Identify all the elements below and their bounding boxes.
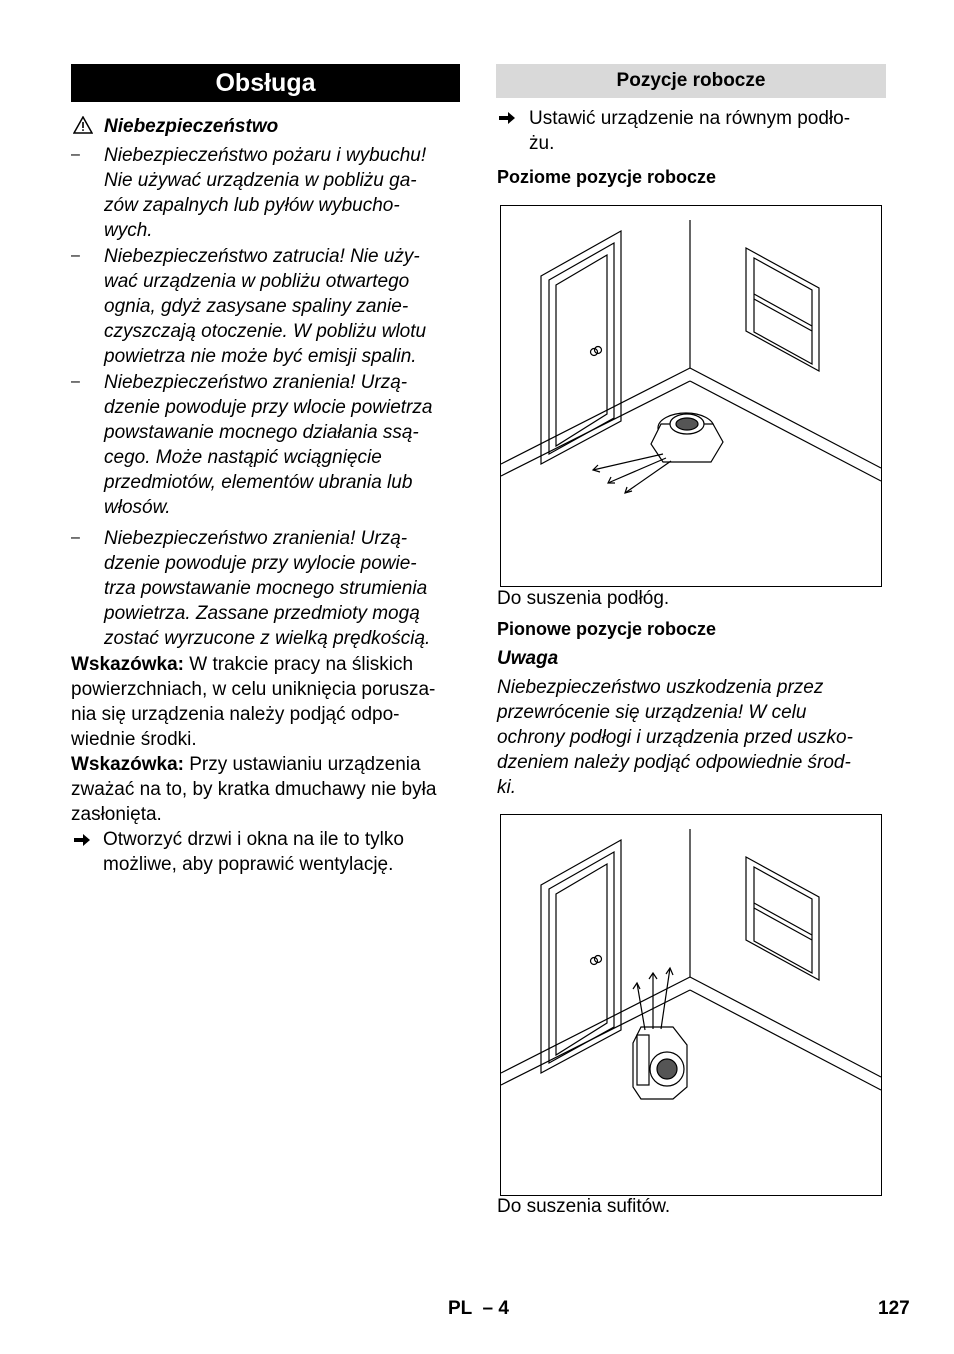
list-dash: – (71, 373, 80, 390)
room-illustration-vertical (501, 815, 881, 1195)
caution-title: Uwaga (497, 648, 559, 669)
caption-ceiling: Do suszenia sufitów. (497, 1196, 671, 1217)
figure-floor-drying (500, 205, 882, 587)
list-item-line: dzenie powoduje przy wylocie powie- (104, 553, 417, 574)
note-text: W trakcie pracy na śliskich (183, 654, 414, 675)
list-item-line: zów zapalnych lub pyłów wybucho- (104, 195, 400, 216)
subheading-vertical: Pionowe pozycje robocze (497, 619, 717, 639)
note-1 (71, 652, 413, 677)
list-item-line: wać urządzenia w pobliżu otwartego (104, 271, 410, 292)
warning-title: Niebezpieczeństwo (104, 116, 279, 137)
list-dash: – (71, 247, 80, 264)
room-illustration-horizontal (501, 206, 881, 586)
page-number: 127 (878, 1298, 910, 1319)
arrow-right-icon (73, 832, 91, 853)
arrow-right-icon (498, 110, 516, 131)
list-item-line: włosów. (104, 497, 171, 518)
list-item-line: powietrza. Zassane przedmioty mogą (104, 603, 420, 624)
step-line: Otworzyć drzwi i okna na ile to tylko (103, 829, 404, 850)
step-line: Ustawić urządzenie na równym podło- (529, 108, 851, 129)
note-line: powierzchniach, w celu uniknięcia porusza- (71, 679, 436, 700)
list-item-line: Niebezpieczeństwo zranienia! Urzą- (104, 372, 408, 393)
list-item-line: powietrza nie może być emisji spalin. (104, 346, 417, 367)
note-text: Przy ustawianiu urządzenia (183, 754, 421, 775)
list-item-line: przedmiotów, elementów ubrania lub (104, 472, 413, 493)
footer-lang-page: PL – 4 (448, 1298, 509, 1319)
list-item-line: dzenie powoduje przy wlocie powietrza (104, 397, 433, 418)
step-line: możliwe, aby poprawić wentylację. (103, 854, 394, 875)
list-item-line: powstawanie mocnego działania ssą- (104, 422, 419, 443)
note-line: zasłonięta. (71, 804, 162, 825)
caption-floor: Do suszenia podłóg. (497, 588, 670, 609)
section-heading-pozycje: Pozycje robocze (496, 64, 886, 98)
list-item-line: ognia, gdyż zasysane spaliny zanie- (104, 296, 409, 317)
list-item-line: Niebezpieczeństwo pożaru i wybuchu! (104, 145, 427, 166)
warning-triangle-icon (73, 116, 93, 139)
note-line: wiednie środki. (71, 729, 197, 750)
list-item-line: Nie używać urządzenia w pobliżu ga- (104, 170, 417, 191)
caution-line: dzeniem należy podjąć odpowiednie środ- (497, 752, 851, 773)
list-dash: – (71, 146, 80, 163)
caution-line: Niebezpieczeństwo uszkodzenia przez (497, 677, 824, 698)
subheading-horizontal: Poziome pozycje robocze (497, 167, 717, 187)
list-item-line: Niebezpieczeństwo zatrucia! Nie uży- (104, 246, 420, 267)
list-item-line: cego. Może nastąpić wciągnięcie (104, 447, 382, 468)
note-label: Wskazówka: (71, 754, 184, 775)
section-heading-obsluga: Obsługa (71, 64, 460, 102)
note-line: nia się urządzenia należy podjąć odpo- (71, 704, 400, 725)
step-line: żu. (529, 133, 555, 154)
note-2 (71, 752, 421, 777)
note-label: Wskazówka: (71, 654, 184, 675)
list-item-line: wych. (104, 220, 153, 241)
note-line: zważać na to, by kratka dmuchawy nie była (71, 779, 437, 800)
list-item-line: czyszczają otoczenie. W pobliżu wlotu (104, 321, 427, 342)
caution-line: ki. (497, 777, 516, 798)
list-item-line: Niebezpieczeństwo zranienia! Urzą- (104, 528, 408, 549)
caution-line: ochrony podłogi i urządzenia przed uszko- (497, 727, 853, 748)
list-item-line: trza powstawanie mocnego strumienia (104, 578, 428, 599)
list-item-line: zostać wyrzucone z wielką prędkością. (104, 628, 431, 649)
figure-ceiling-drying (500, 814, 882, 1196)
list-dash: – (71, 529, 80, 546)
caution-line: przewrócenie się urządzenia! W celu (497, 702, 807, 723)
